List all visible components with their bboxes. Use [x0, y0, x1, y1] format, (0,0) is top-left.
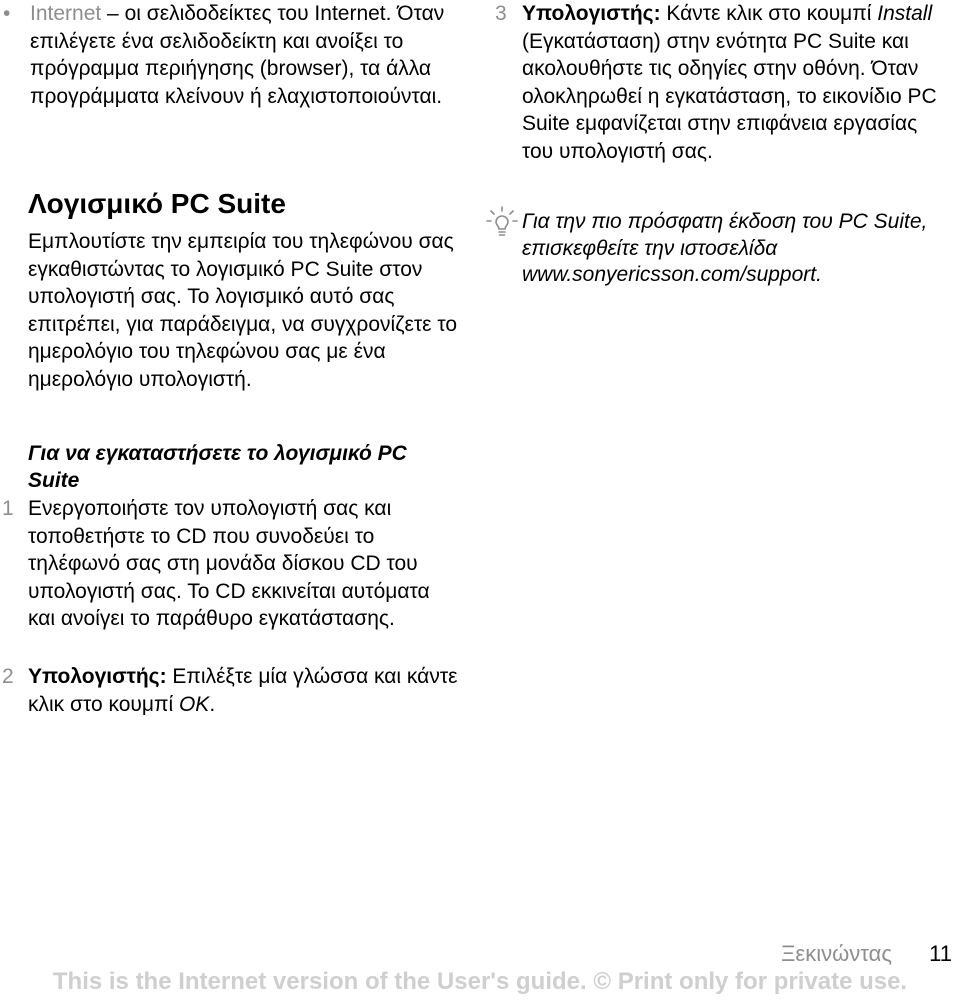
- ok-button-label: OK: [178, 692, 210, 716]
- step-number: 2: [2, 665, 14, 688]
- step-1: [2, 495, 458, 633]
- step-rest: (Εγκατάσταση) στην ενότητα PC Suite και ακολουθήστε τις οδηγίες στην οθόνη. Όταν ολοκληρωθεί η εγκατάσταση, το εικονίδιο PC Suite εμφανίζεται στην επιφάνεια εργασίας του υπολογιστή σας.: [522, 29, 937, 163]
- step-end: .: [209, 692, 216, 716]
- page-number: 11: [929, 941, 952, 966]
- bullet-text: – οι σελιδοδείκτες του Internet. Όταν επιλέγετε ένα σελιδοδείκτη και ανοίξει το πρόγραμμα περιήγησης (browser), τα άλλα προγράμματα κλείνουν ή ελαχιστοποιούνται.: [30, 2, 445, 108]
- step-lead: Υπολογιστής:: [522, 2, 661, 25]
- lightbulb-icon: [486, 206, 518, 240]
- step-text: Επιλέξτε μία γλώσσα και κάντε κλικ στο κουμπί: [28, 665, 458, 716]
- watermark: This is the Internet version of the User's guide. © Print only for private use.: [52, 968, 908, 995]
- tip-text: Για την πιο πρόσφατη έκδοση του PC Suite, επισκεφθείτε την ιστοσελίδα www.sonyericsson.com/support.: [522, 210, 928, 286]
- tip-box: [522, 209, 942, 289]
- step-number: 1: [2, 497, 14, 520]
- step-3: [495, 0, 954, 165]
- procedure-title: Για να εγκαταστήσετε το λογισμικό PC Suite: [28, 442, 407, 492]
- bullet-icon: •: [3, 2, 11, 25]
- section-intro: Εμπλουτίστε την εμπειρία του τηλεφώνου σας εγκαθιστώντας το λογισμικό PC Suite στον υπολογιστή σας. Το λογισμικό αυτό σας επιτρέπει, για παράδειγμα, να συγχρονίζετε το ημερολόγιο του τηλεφώνου σας με ένα ημερολόγιο υπολογιστή.: [28, 230, 458, 391]
- step-number: 3: [495, 2, 507, 25]
- step-2: [2, 663, 458, 718]
- footer-section-name: Ξεκινώντας: [781, 941, 892, 966]
- bullet-lead: Internet: [30, 2, 102, 25]
- step-text: Ενεργοποιήστε τον υπολογιστή σας και τοποθετήστε το CD που συνοδεύει το τηλέφωνό σας στη μονάδα δίσκου CD του υπολογιστή σας. Το CD εκκινείται αυτόματα και ανοίγει το παράθυρο εγκατάστασης.: [28, 497, 430, 630]
- step-lead: Υπολογιστής:: [28, 665, 167, 688]
- section-title: Λογισμικό PC Suite: [28, 188, 286, 219]
- step-text: Κάντε κλικ στο κουμπί: [660, 2, 878, 25]
- bullet-item-internet: [3, 0, 450, 110]
- install-button-label: Install: [877, 2, 933, 25]
